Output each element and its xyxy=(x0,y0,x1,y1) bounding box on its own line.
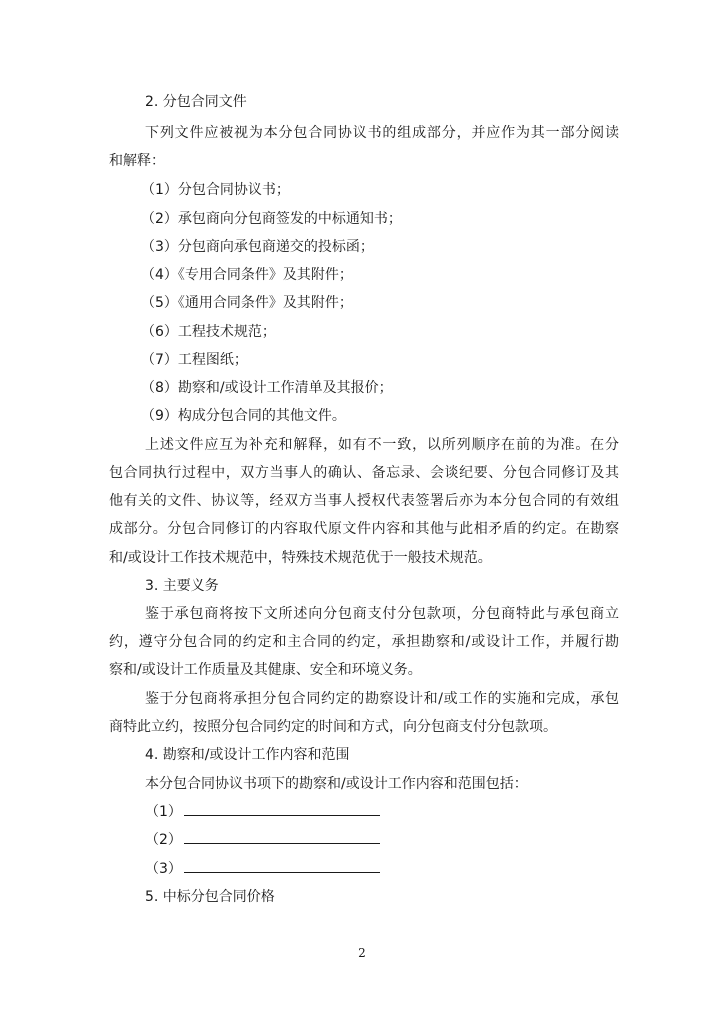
section-2-heading: 2. 分包合同文件 xyxy=(145,94,247,110)
paragraph-line: 成部分。分包合同修订的内容取代原文件内容和其他与此相矛盾的约定。在勘察 xyxy=(109,521,619,537)
paragraph-line: 鉴于分包商将承担分包合同约定的勘察设计和/或工作的实施和完成，承包 xyxy=(145,691,619,707)
fill-in-blank xyxy=(184,803,380,816)
list-item: （3）分包商向承包商递交的投标函； xyxy=(141,239,374,255)
paragraph-line: 商特此立约，按照分包合同约定的时间和方式，向分包商支付分包款项。 xyxy=(109,719,557,735)
section-3-heading: 3. 主要义务 xyxy=(145,578,219,594)
list-item: （2）承包商向分包商签发的中标通知书； xyxy=(141,211,402,227)
paragraph-line: 察和/或设计工作质量及其健康、安全和环境义务。 xyxy=(109,662,422,678)
fill-in-blank xyxy=(184,831,380,844)
list-item: （5）《通用合同条件》及其附件； xyxy=(141,295,353,311)
list-item: （4）《专用合同条件》及其附件； xyxy=(141,267,353,283)
blank-line xyxy=(145,860,655,878)
section-4-intro: 本分包合同协议书项下的勘察和/或设计工作内容和范围包括： xyxy=(145,776,528,792)
paragraph-line: 和/或设计工作技术规范中，特殊技术规范优于一般技术规范。 xyxy=(109,550,492,566)
blank-line xyxy=(145,831,655,849)
paragraph-line: 他有关的文件、协议等，经双方当事人授权代表签署后亦为本分包合同的有效组 xyxy=(109,493,619,509)
paragraph-line: 包合同执行过程中，双方当事人的确认、备忘录、会谈纪要、分包合同修订及其 xyxy=(109,465,619,481)
page-number: 2 xyxy=(358,946,366,960)
paragraph-line: 上述文件应互为补充和解释，如有不一致，以所列顺序在前的为准。在分 xyxy=(145,437,619,453)
list-item: （9）构成分包合同的其他文件。 xyxy=(141,408,346,424)
section-2-intro-line-1: 下列文件应被视为本分包合同协议书的组成部分，并应作为其一部分阅读 xyxy=(145,125,619,141)
section-2-intro-line-2: 和解释： xyxy=(109,153,165,169)
blank-label: （3） xyxy=(145,861,182,877)
section-5-heading: 5. 中标分包合同价格 xyxy=(145,889,275,905)
list-item: （6）工程技术规范； xyxy=(141,324,276,340)
blank-label: （2） xyxy=(145,832,182,848)
section-4-heading: 4. 勘察和/或设计工作内容和范围 xyxy=(145,747,350,763)
list-item: （8）勘察和/或设计工作清单及其报价； xyxy=(141,380,393,396)
blank-label: （1） xyxy=(145,804,182,820)
list-item: （1）分包合同协议书； xyxy=(141,182,290,198)
paragraph-line: 鉴于承包商将按下文所述向分包商支付分包款项，分包商特此与承包商立 xyxy=(145,606,619,622)
blank-line xyxy=(145,803,655,821)
fill-in-blank xyxy=(184,860,380,873)
paragraph-line: 约，遵守分包合同的约定和主合同的约定，承担勘察和/或设计工作，并履行勘 xyxy=(109,634,619,650)
list-item: （7）工程图纸； xyxy=(141,352,248,368)
